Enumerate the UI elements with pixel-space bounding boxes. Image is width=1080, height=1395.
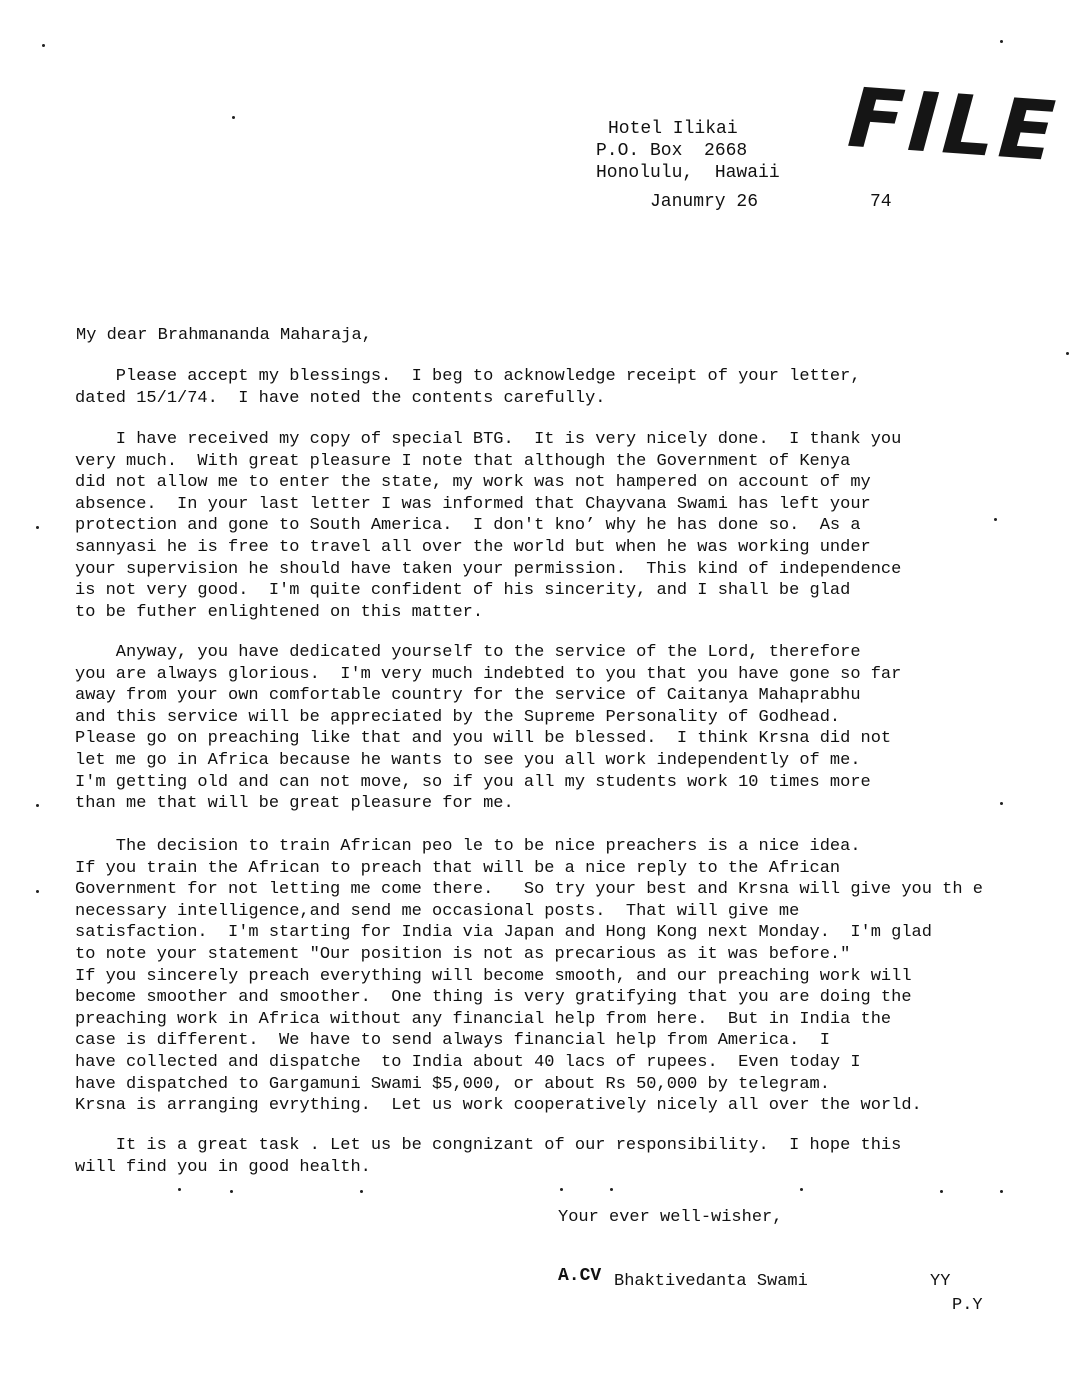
scan-speck xyxy=(610,1188,613,1191)
text-line: Please accept my blessings. I beg to acknowledge receipt of your letter, xyxy=(75,367,861,386)
text-line: very much. With great pleasure I note that although the Government of Kenya xyxy=(75,451,851,471)
letter-date: Janumry 26 xyxy=(650,192,759,212)
scan-speck xyxy=(360,1190,363,1193)
sender-address xyxy=(596,118,780,184)
text-line: Anyway, you have dedicated yourself to the service of the Lord, therefore xyxy=(75,643,861,662)
text-line: If you train the African to preach that will be a nice reply to the African xyxy=(75,858,841,878)
paragraph-3 xyxy=(75,642,1050,815)
text-line: The decision to train African peo le to be nice preachers is a nice idea. xyxy=(75,837,861,856)
text-line: to note your statement "Our position is not as precarious as it was before." xyxy=(75,944,851,964)
signature-name: Bhaktivedanta Swami xyxy=(614,1272,808,1291)
text-line: to be futher enlightened on this matter. xyxy=(75,602,484,622)
scan-speck xyxy=(1066,352,1069,355)
closing: Your ever well-wisher, xyxy=(558,1208,783,1227)
text-line: preaching work in Africa without any financial help from here. But in India the xyxy=(75,1009,892,1029)
text-line: satisfaction. I'm starting for India via Japan and Hong Kong next Monday. I'm glad xyxy=(75,923,932,943)
text-line: protection and gone to South America. I don't kno’ why he has done so. As a xyxy=(75,516,861,536)
scan-speck xyxy=(36,526,39,529)
scan-speck xyxy=(940,1190,943,1193)
text-line: is not very good. I'm quite confident of his sincerity, and I shall be glad xyxy=(75,581,851,601)
scan-speck xyxy=(800,1188,803,1191)
text-line: than me that will be great pleasure for me. xyxy=(75,794,514,814)
postscript-initials: P.Y xyxy=(952,1296,983,1315)
address-line-3: Honolulu, Hawaii xyxy=(596,163,780,183)
scan-speck xyxy=(1000,1190,1003,1193)
text-line: have collected and dispatche to India about 40 lacs of rupees. Even today I xyxy=(75,1052,861,1072)
paragraph-2 xyxy=(75,429,1050,623)
signature-initials-mark: A.CV xyxy=(558,1266,602,1286)
text-line: case is different. We have to send always financial help from America. I xyxy=(75,1031,830,1051)
paragraph-5 xyxy=(75,1135,1050,1178)
scan-speck xyxy=(42,44,45,47)
text-line: and this service will be appreciated by the Supreme Personality of Godhead. xyxy=(75,707,841,727)
text-line: Please go on preaching like that and you will be blessed. I think Krsna did not xyxy=(75,729,892,749)
paragraph-1 xyxy=(75,366,1050,409)
text-line: sannyasi he is free to travel all over the world but when he was working under xyxy=(75,537,871,557)
scan-speck xyxy=(230,1190,233,1193)
text-line: away from your own comfortable country for the service of Caitanya Mahaprabhu xyxy=(75,686,861,706)
text-line: become smoother and smoother. One thing is very gratifying that you are doing the xyxy=(75,988,912,1008)
text-line: let me go in Africa because he wants to see you all work independently of me. xyxy=(75,750,861,770)
scan-speck xyxy=(36,804,39,807)
text-line: It is a great task . Let us be congnizant of our responsibility. I hope this xyxy=(75,1136,902,1155)
text-line: absence. In your last letter I was informed that Chayvana Swami has left your xyxy=(75,494,871,514)
text-line: dated 15/1/74. I have noted the contents carefully. xyxy=(75,388,606,408)
paragraph-4 xyxy=(75,836,1050,1117)
text-line: have dispatched to Gargamuni Swami $5,000, or about Rs 50,000 by telegram. xyxy=(75,1074,830,1094)
text-line: necessary intelligence,and send me occasional posts. That will give me xyxy=(75,901,800,921)
scan-speck xyxy=(994,518,997,521)
scan-speck xyxy=(1000,40,1003,43)
scan-speck xyxy=(560,1188,563,1191)
text-line: I have received my copy of special BTG. It is very nicely done. I thank you xyxy=(75,430,902,449)
typist-initials: YY xyxy=(930,1272,951,1291)
scan-speck xyxy=(232,116,235,119)
address-line-1: Hotel Ilikai xyxy=(608,119,738,139)
text-line: Government for not letting me come there. So try your best and Krsna will give you th e xyxy=(75,880,983,900)
text-line: I'm getting old and can not move, so if you all my students work 10 times more xyxy=(75,772,871,792)
letter-year: 74 xyxy=(870,192,892,212)
text-line: your supervision he should have taken your permission. This kind of independence xyxy=(75,559,902,579)
text-line: you are always glorious. I'm very much indebted to you that you have gone so far xyxy=(75,664,902,684)
text-line: did not allow me to enter the state, my work was not hampered on account of my xyxy=(75,473,871,493)
scan-speck xyxy=(178,1188,181,1191)
text-line: Krsna is arranging evrything. Let us work cooperatively nicely all over the world. xyxy=(75,1096,922,1116)
salutation: My dear Brahmananda Maharaja, xyxy=(76,326,372,345)
address-line-2: P.O. Box 2668 xyxy=(596,141,748,161)
scan-speck xyxy=(1000,802,1003,805)
text-line: will find you in good health. xyxy=(75,1157,371,1177)
file-stamp: FILE xyxy=(844,70,1062,181)
scan-speck xyxy=(36,890,39,893)
text-line: If you sincerely preach everything will become smooth, and our preaching work will xyxy=(75,966,912,986)
